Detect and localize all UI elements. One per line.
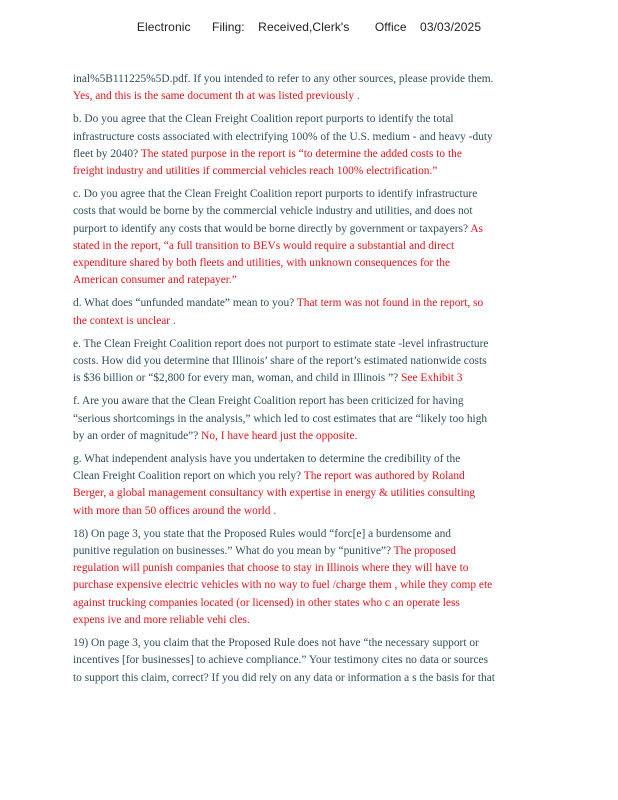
text-line <box>73 221 543 238</box>
header-date: 03/03/2025 <box>420 20 482 34</box>
text-line <box>73 238 543 255</box>
filing-header <box>0 20 618 34</box>
answer-text: the context is unclear . <box>73 314 176 327</box>
text-line <box>73 670 543 687</box>
answer-text: Yes, and this is the same document th at was listed previously . <box>73 90 360 103</box>
question-text: d. What does “unfunded mandate” mean to you? <box>73 297 297 310</box>
header-office: Office <box>374 20 407 34</box>
answer-text: That term was not found in the report, so <box>296 297 484 310</box>
answer-text: See Exhibit 3 <box>401 372 463 385</box>
paragraph <box>73 451 543 520</box>
answer-text: with more than 50 offices around the world . <box>73 504 277 517</box>
text-line <box>73 485 543 502</box>
question-text: e. The Clean Freight Coalition report does not purport to estimate state -level infrastructure <box>73 337 489 350</box>
paragraph <box>73 393 543 445</box>
answer-text: No, I have heard just the opposite. <box>201 429 358 442</box>
text-line <box>73 393 543 410</box>
text-line <box>73 577 543 594</box>
text-line <box>73 203 543 220</box>
question-text: to support this claim, correct? If you did rely on any data or information a s the basis for that <box>73 671 495 684</box>
header-filing: Filing: <box>212 20 245 34</box>
question-text: 18) On page 3, you state that the Proposed Rules would “forc[e] a burdensome and <box>73 527 452 540</box>
answer-text: regulation will punish companies that choose to stay in Illinois where they will have to <box>73 562 469 575</box>
question-text: 19) On page 3, you claim that the Proposed Rule does not have “the necessary support or <box>73 637 479 650</box>
text-line <box>73 503 543 520</box>
answer-text: against trucking companies located (or licensed) in other states who c an operate less <box>73 596 460 609</box>
question-text: c. Do you agree that the Clean Freight Coalition report purports to identify infrastructure <box>73 188 478 201</box>
header-received: Received,Clerk's <box>258 20 350 34</box>
paragraph <box>73 186 543 289</box>
question-text: f. Are you aware that the Clean Freight Coalition report has been criticized for having <box>73 395 464 408</box>
text-line <box>73 272 543 289</box>
answer-text: American consumer and ratepayer.” <box>73 274 237 287</box>
text-line <box>73 163 543 180</box>
answer-text: As <box>470 222 483 235</box>
text-line <box>73 186 543 203</box>
text-line <box>73 451 543 468</box>
question-text: costs that would be borne by the commercial vehicle industry and utilities, and does not <box>73 205 473 218</box>
text-line <box>73 370 543 387</box>
text-line <box>73 146 543 163</box>
question-text: purport to identify any costs that would be borne directly by government or taxpayers? <box>73 222 471 235</box>
answer-text: The proposed <box>393 545 456 558</box>
text-line <box>73 468 543 485</box>
text-line <box>73 353 543 370</box>
document-body <box>73 71 543 693</box>
answer-text: Berger, a global management consultancy with expertise in energy & utilities consulting <box>73 487 476 500</box>
answer-text: The report was authored by Roland <box>303 470 465 483</box>
answer-text: expens ive and more reliable vehi cles. <box>73 613 250 626</box>
text-line <box>73 295 543 312</box>
question-text: incentives [for businesses] to achieve compliance.” Your testimony cites no data or sources <box>73 654 489 667</box>
question-text: costs. How did you determine that Illinois’ share of the report’s estimated nationwide costs <box>73 355 487 368</box>
text-line <box>73 88 543 105</box>
answer-text: expenditure shared by both fleets and utilities, with unknown consequences for the <box>73 257 451 270</box>
text-line <box>73 428 543 445</box>
text-line <box>73 255 543 272</box>
answer-text: purchase expensive electric vehicles with no way to fuel /charge them , while they comp ete <box>73 579 493 592</box>
question-text: fleet by 2040? <box>73 147 141 160</box>
paragraph <box>73 71 543 105</box>
question-text: is $36 billion or “$2,800 for every man, woman, and child in Illinois ”? <box>73 372 402 385</box>
question-text: Clean Freight Coalition report on which you rely? <box>73 470 304 483</box>
header-electronic: Electronic <box>136 20 191 34</box>
paragraph <box>73 295 543 329</box>
paragraph <box>73 526 543 629</box>
paragraph <box>73 635 543 687</box>
answer-text: freight industry and utilities if commercial vehicles reach 100% electrification.” <box>73 165 438 178</box>
text-line <box>73 612 543 629</box>
text-line <box>73 411 543 428</box>
paragraph <box>73 111 543 180</box>
question-text: by an order of magnitude”? <box>73 429 202 442</box>
answer-text: The stated purpose in the report is “to determine the added costs to the <box>140 147 462 160</box>
question-text: “serious shortcomings in the analysis,” which led to cost estimates that are “likely too high <box>73 412 488 425</box>
text-line <box>73 526 543 543</box>
text-line <box>73 129 543 146</box>
question-text: b. Do you agree that the Clean Freight Coalition report purports to identify the total <box>73 113 454 126</box>
question-text: inal%5B111225%5D.pdf. If you intended to refer to any other sources, please provide them. <box>73 73 494 85</box>
text-line <box>73 595 543 612</box>
question-text: punitive regulation on businesses.” What do you mean by “punitive”? <box>73 545 394 558</box>
text-line <box>73 560 543 577</box>
text-line <box>73 336 543 353</box>
text-line <box>73 313 543 330</box>
text-line <box>73 652 543 669</box>
text-line <box>73 111 543 128</box>
question-text: g. What independent analysis have you undertaken to determine the credibility of the <box>73 453 461 466</box>
text-line <box>73 71 543 88</box>
question-text: infrastructure costs associated with electrifying 100% of the U.S. medium - and heavy -duty <box>73 130 493 143</box>
text-line <box>73 635 543 652</box>
paragraph <box>73 336 543 388</box>
answer-text: stated in the report, “a full transition to BEVs would require a substantial and direct <box>73 239 455 252</box>
text-line <box>73 543 543 560</box>
